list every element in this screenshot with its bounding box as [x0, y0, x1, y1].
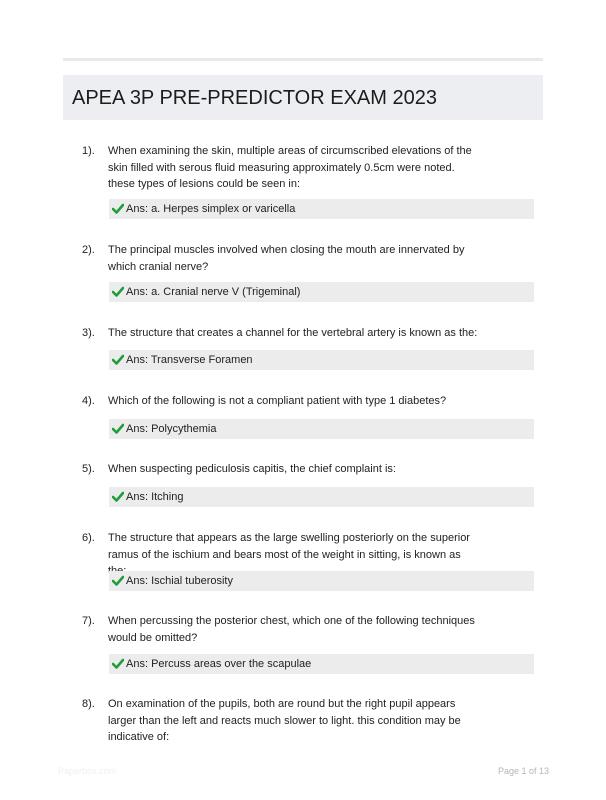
check-icon	[112, 575, 124, 586]
question-text: The structure that appears as the large swelling posteriorly on the superior ramus of the ischium and bears most of the weight in sitting, is known as	[108, 532, 470, 561]
answer-text: Ans: a. Herpes simplex or varicella	[126, 203, 296, 215]
answer-box	[109, 571, 534, 591]
check-icon	[112, 658, 124, 669]
answer-text: Ans: Percuss areas over the scapulae	[126, 658, 312, 670]
question-text: When percussing the posterior chest, which one of the following techniques would be omitted?	[108, 615, 475, 644]
top-divider	[63, 58, 543, 61]
answer-text: Ans: Polycythemia	[126, 423, 217, 435]
question-number: 1).	[82, 145, 95, 157]
question-text: The structure that creates a channel for the vertebral artery is known as the:	[108, 327, 478, 339]
question-text: When suspecting pediculosis capitis, the chief complaint is:	[108, 463, 396, 475]
question-number: 4).	[82, 395, 95, 407]
check-icon	[112, 354, 124, 365]
title-bar	[63, 75, 543, 120]
answer-box	[109, 350, 534, 370]
question-number: 5).	[82, 463, 95, 475]
question-number: 8).	[82, 698, 95, 710]
answer-text: Ans: Ischial tuberosity	[126, 575, 233, 587]
check-icon	[112, 491, 124, 502]
page-number: Page 1 of 13	[497, 766, 549, 776]
answer-text: Ans: Transverse Foramen	[126, 354, 253, 366]
footer-watermark: Paperbox.com	[58, 766, 117, 776]
question-text: On examination of the pupils, both are round but the right pupil appears larger than the left and reacts much slower to light. this condition may be indicative of:	[108, 698, 461, 743]
answer-box	[109, 487, 534, 507]
question-text: When examining the skin, multiple areas of circumscribed elevations of the skin filled with serous fluid measuring approximately 0.5cm were noted. these types of lesions could be seen in:	[108, 145, 472, 190]
question-text: Which of the following is not a compliant patient with type 1 diabetes?	[108, 395, 447, 407]
check-icon	[112, 203, 124, 214]
answer-box	[109, 419, 534, 439]
answer-box	[109, 282, 534, 302]
answer-box	[109, 654, 534, 674]
question-number: 6).	[82, 532, 95, 544]
question-number: 2).	[82, 244, 95, 256]
page-title: APEA 3P PRE-PREDICTOR EXAM 2023	[72, 87, 437, 109]
answer-text: Ans: a. Cranial nerve V (Trigeminal)	[126, 286, 301, 298]
question-number: 7).	[82, 615, 95, 627]
answer-box	[109, 199, 534, 219]
check-icon	[112, 423, 124, 434]
check-icon	[112, 286, 124, 297]
question-text: The principal muscles involved when closing the mouth are innervated by which cranial nerve?	[108, 244, 465, 273]
answer-text: Ans: Itching	[126, 491, 184, 503]
question-number: 3).	[82, 327, 95, 339]
